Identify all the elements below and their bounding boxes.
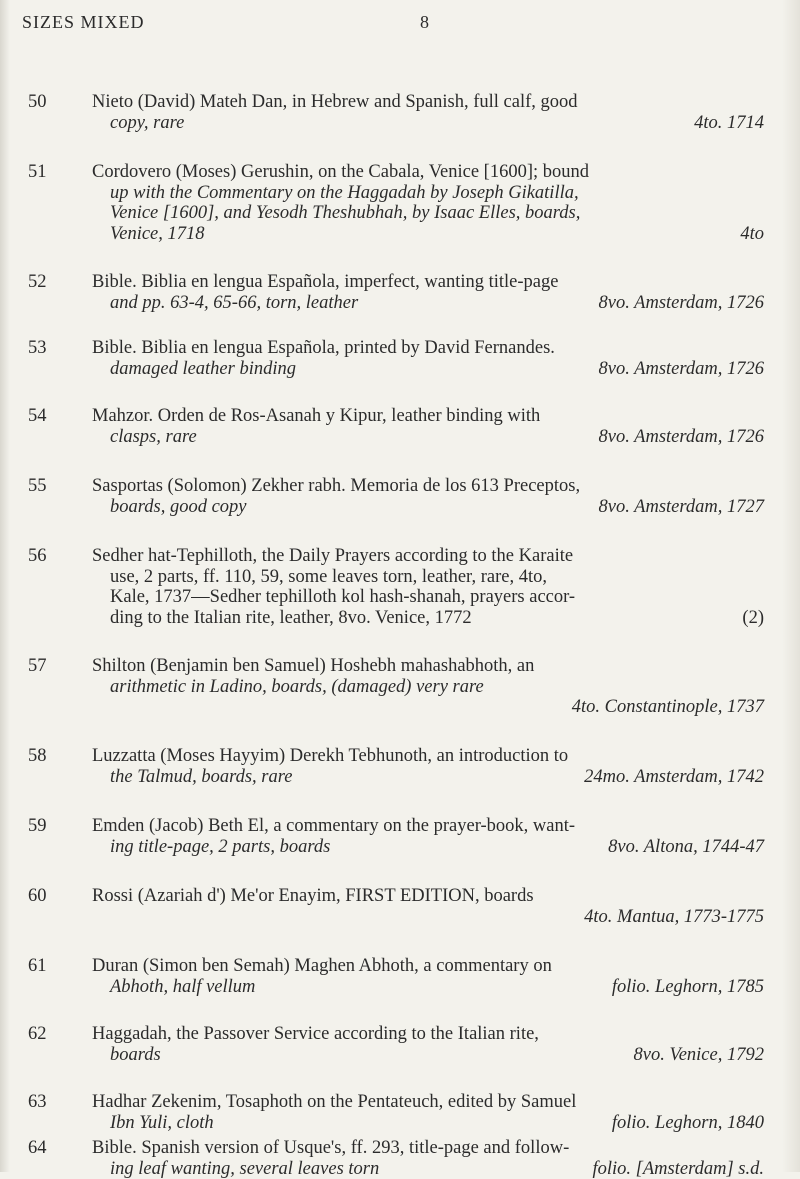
entry-line: Luzzatta (Moses Hayyim) Derekh Tebhunoth, an introduction to xyxy=(92,746,764,767)
entry-imprint: 4to. Constantinople, 1737 xyxy=(572,697,764,717)
entry-text xyxy=(92,886,764,927)
entry-detail: Venice [1600], and Yesodh Theshubhah, by Isaac Elles, boards, xyxy=(110,203,580,223)
entry-detail: ing title-page, 2 parts, boards xyxy=(110,837,330,857)
entry-line: Cordovero (Moses) Gerushin, on the Cabala, Venice [1600]; bound xyxy=(92,162,764,183)
entry-line xyxy=(92,1159,764,1179)
entry-imprint: 4to. 1714 xyxy=(694,113,764,134)
entry-detail: damaged leather binding xyxy=(110,359,296,379)
entry-detail: boards, good copy xyxy=(110,497,247,517)
entry-text xyxy=(92,816,764,857)
entry-detail: and pp. 63-4, 65-66, torn, leather xyxy=(110,293,358,313)
entry-text xyxy=(92,338,764,379)
entry-detail: arithmetic in Ladino, boards, (damaged) very rare xyxy=(110,677,484,697)
lot-number: 63 xyxy=(28,1092,64,1113)
page-header xyxy=(22,12,780,38)
entry-imprint: 8vo. Amsterdam, 1726 xyxy=(599,427,764,448)
lot-number: 55 xyxy=(28,476,64,497)
entry-line: Nieto (David) Mateh Dan, in Hebrew and Spanish, full calf, good xyxy=(92,92,764,113)
lot-number: 56 xyxy=(28,546,64,567)
lot-number: 53 xyxy=(28,338,64,359)
entry-text xyxy=(92,1092,764,1133)
entry-text xyxy=(92,956,764,997)
entry-detail: copy, rare xyxy=(110,113,184,133)
entry-line xyxy=(92,837,764,858)
page-number: 8 xyxy=(420,12,430,33)
page-right-edge xyxy=(782,0,800,1172)
entry-line: Bible. Spanish version of Usque's, ff. 293, title-page and follow- xyxy=(92,1138,764,1159)
entry-imprint: 4to. Mantua, 1773-1775 xyxy=(584,907,764,927)
entry-detail: boards xyxy=(110,1045,161,1065)
entry-line: use, 2 parts, ff. 110, 59, some leaves torn, leather, rare, 4to, xyxy=(92,567,764,588)
entry-line xyxy=(92,203,764,224)
entry-text xyxy=(92,406,764,447)
entry-line: Emden (Jacob) Beth El, a commentary on the prayer-book, want- xyxy=(92,816,764,837)
lot-number: 50 xyxy=(28,92,64,113)
entry-imprint: folio. Leghorn, 1785 xyxy=(612,977,764,998)
entry-line xyxy=(92,677,764,698)
entry-text xyxy=(92,162,764,244)
entry-line xyxy=(92,113,764,134)
entry-text xyxy=(92,746,764,787)
lot-number: 64 xyxy=(28,1138,64,1159)
entry-line: Sasportas (Solomon) Zekher rabh. Memoria de los 613 Preceptos, xyxy=(92,476,764,497)
entry-text xyxy=(92,546,764,628)
entry-line xyxy=(92,977,764,998)
entry-line: Hadhar Zekenim, Tosaphoth on the Pentateuch, edited by Samuel xyxy=(92,1092,764,1113)
entry-imprint: 8vo. Altona, 1744-47 xyxy=(608,837,764,858)
entry-detail: up with the Commentary on the Haggadah by Joseph Gikatilla, xyxy=(110,183,579,203)
entry-line xyxy=(92,608,764,629)
entry-imprint: (2) xyxy=(742,608,764,629)
entry-detail: Abhoth, half vellum xyxy=(110,977,255,997)
entry-line xyxy=(92,907,764,928)
entry-text xyxy=(92,1138,764,1179)
entry-text xyxy=(92,656,764,718)
lot-number: 62 xyxy=(28,1024,64,1045)
entry-imprint: folio. Leghorn, 1840 xyxy=(612,1113,764,1134)
lot-number: 61 xyxy=(28,956,64,977)
entry-detail: Venice, 1718 xyxy=(110,224,205,244)
entry-text xyxy=(92,476,764,517)
lot-number: 59 xyxy=(28,816,64,837)
entry-line xyxy=(92,359,764,380)
entry-imprint: 8vo. Venice, 1792 xyxy=(634,1045,765,1066)
entry-line: Shilton (Benjamin ben Samuel) Hoshebh mahashabhoth, an xyxy=(92,656,764,677)
entry-line: Duran (Simon ben Semah) Maghen Abhoth, a commentary on xyxy=(92,956,764,977)
entry-detail: the Talmud, boards, rare xyxy=(110,767,292,787)
entry-line: Bible. Biblia en lengua Española, imperfect, wanting title-page xyxy=(92,272,764,293)
entry-line xyxy=(92,183,764,204)
entry-imprint: 8vo. Amsterdam, 1726 xyxy=(599,359,764,380)
entry-line xyxy=(92,1045,764,1066)
running-title: SIZES MIXED xyxy=(22,12,145,33)
entry-imprint: 24mo. Amsterdam, 1742 xyxy=(584,767,764,788)
entry-text xyxy=(92,92,764,133)
entry-line: Bible. Biblia en lengua Española, printed by David Fernandes. xyxy=(92,338,764,359)
entry-detail: clasps, rare xyxy=(110,427,197,447)
entry-line xyxy=(92,427,764,448)
entry-line: Mahzor. Orden de Ros-Asanah y Kipur, leather binding with xyxy=(92,406,764,427)
entry-imprint: 8vo. Amsterdam, 1726 xyxy=(599,293,764,314)
lot-number: 51 xyxy=(28,162,64,183)
entry-line xyxy=(92,767,764,788)
entry-line: Rossi (Azariah d') Me'or Enayim, FIRST EDITION, boards xyxy=(92,886,764,907)
entry-imprint: 8vo. Amsterdam, 1727 xyxy=(599,497,764,518)
lot-number: 60 xyxy=(28,886,64,907)
entry-line xyxy=(92,224,764,245)
lot-number: 54 xyxy=(28,406,64,427)
entry-detail: ding to the Italian rite, leather, 8vo. Venice, 1772 xyxy=(110,608,472,628)
lot-number: 58 xyxy=(28,746,64,767)
entry-text xyxy=(92,1024,764,1065)
lot-number: 57 xyxy=(28,656,64,677)
entry-imprint: folio. [Amsterdam] s.d. xyxy=(593,1159,764,1179)
lot-number: 52 xyxy=(28,272,64,293)
entry-text xyxy=(92,272,764,313)
entry-line: Haggadah, the Passover Service according to the Italian rite, xyxy=(92,1024,764,1045)
entry-line xyxy=(92,497,764,518)
page-left-edge xyxy=(0,0,10,1172)
entry-line: Kale, 1737—Sedher tephilloth kol hash-shanah, prayers accor- xyxy=(92,587,764,608)
entry-line xyxy=(92,697,764,718)
entry-line: Sedher hat-Tephilloth, the Daily Prayers according to the Karaite xyxy=(92,546,764,567)
entry-line xyxy=(92,1113,764,1134)
entry-detail: ing leaf wanting, several leaves torn xyxy=(110,1159,379,1179)
entry-line xyxy=(92,293,764,314)
entry-detail: Ibn Yuli, cloth xyxy=(110,1113,214,1133)
entry-imprint: 4to xyxy=(740,224,764,245)
